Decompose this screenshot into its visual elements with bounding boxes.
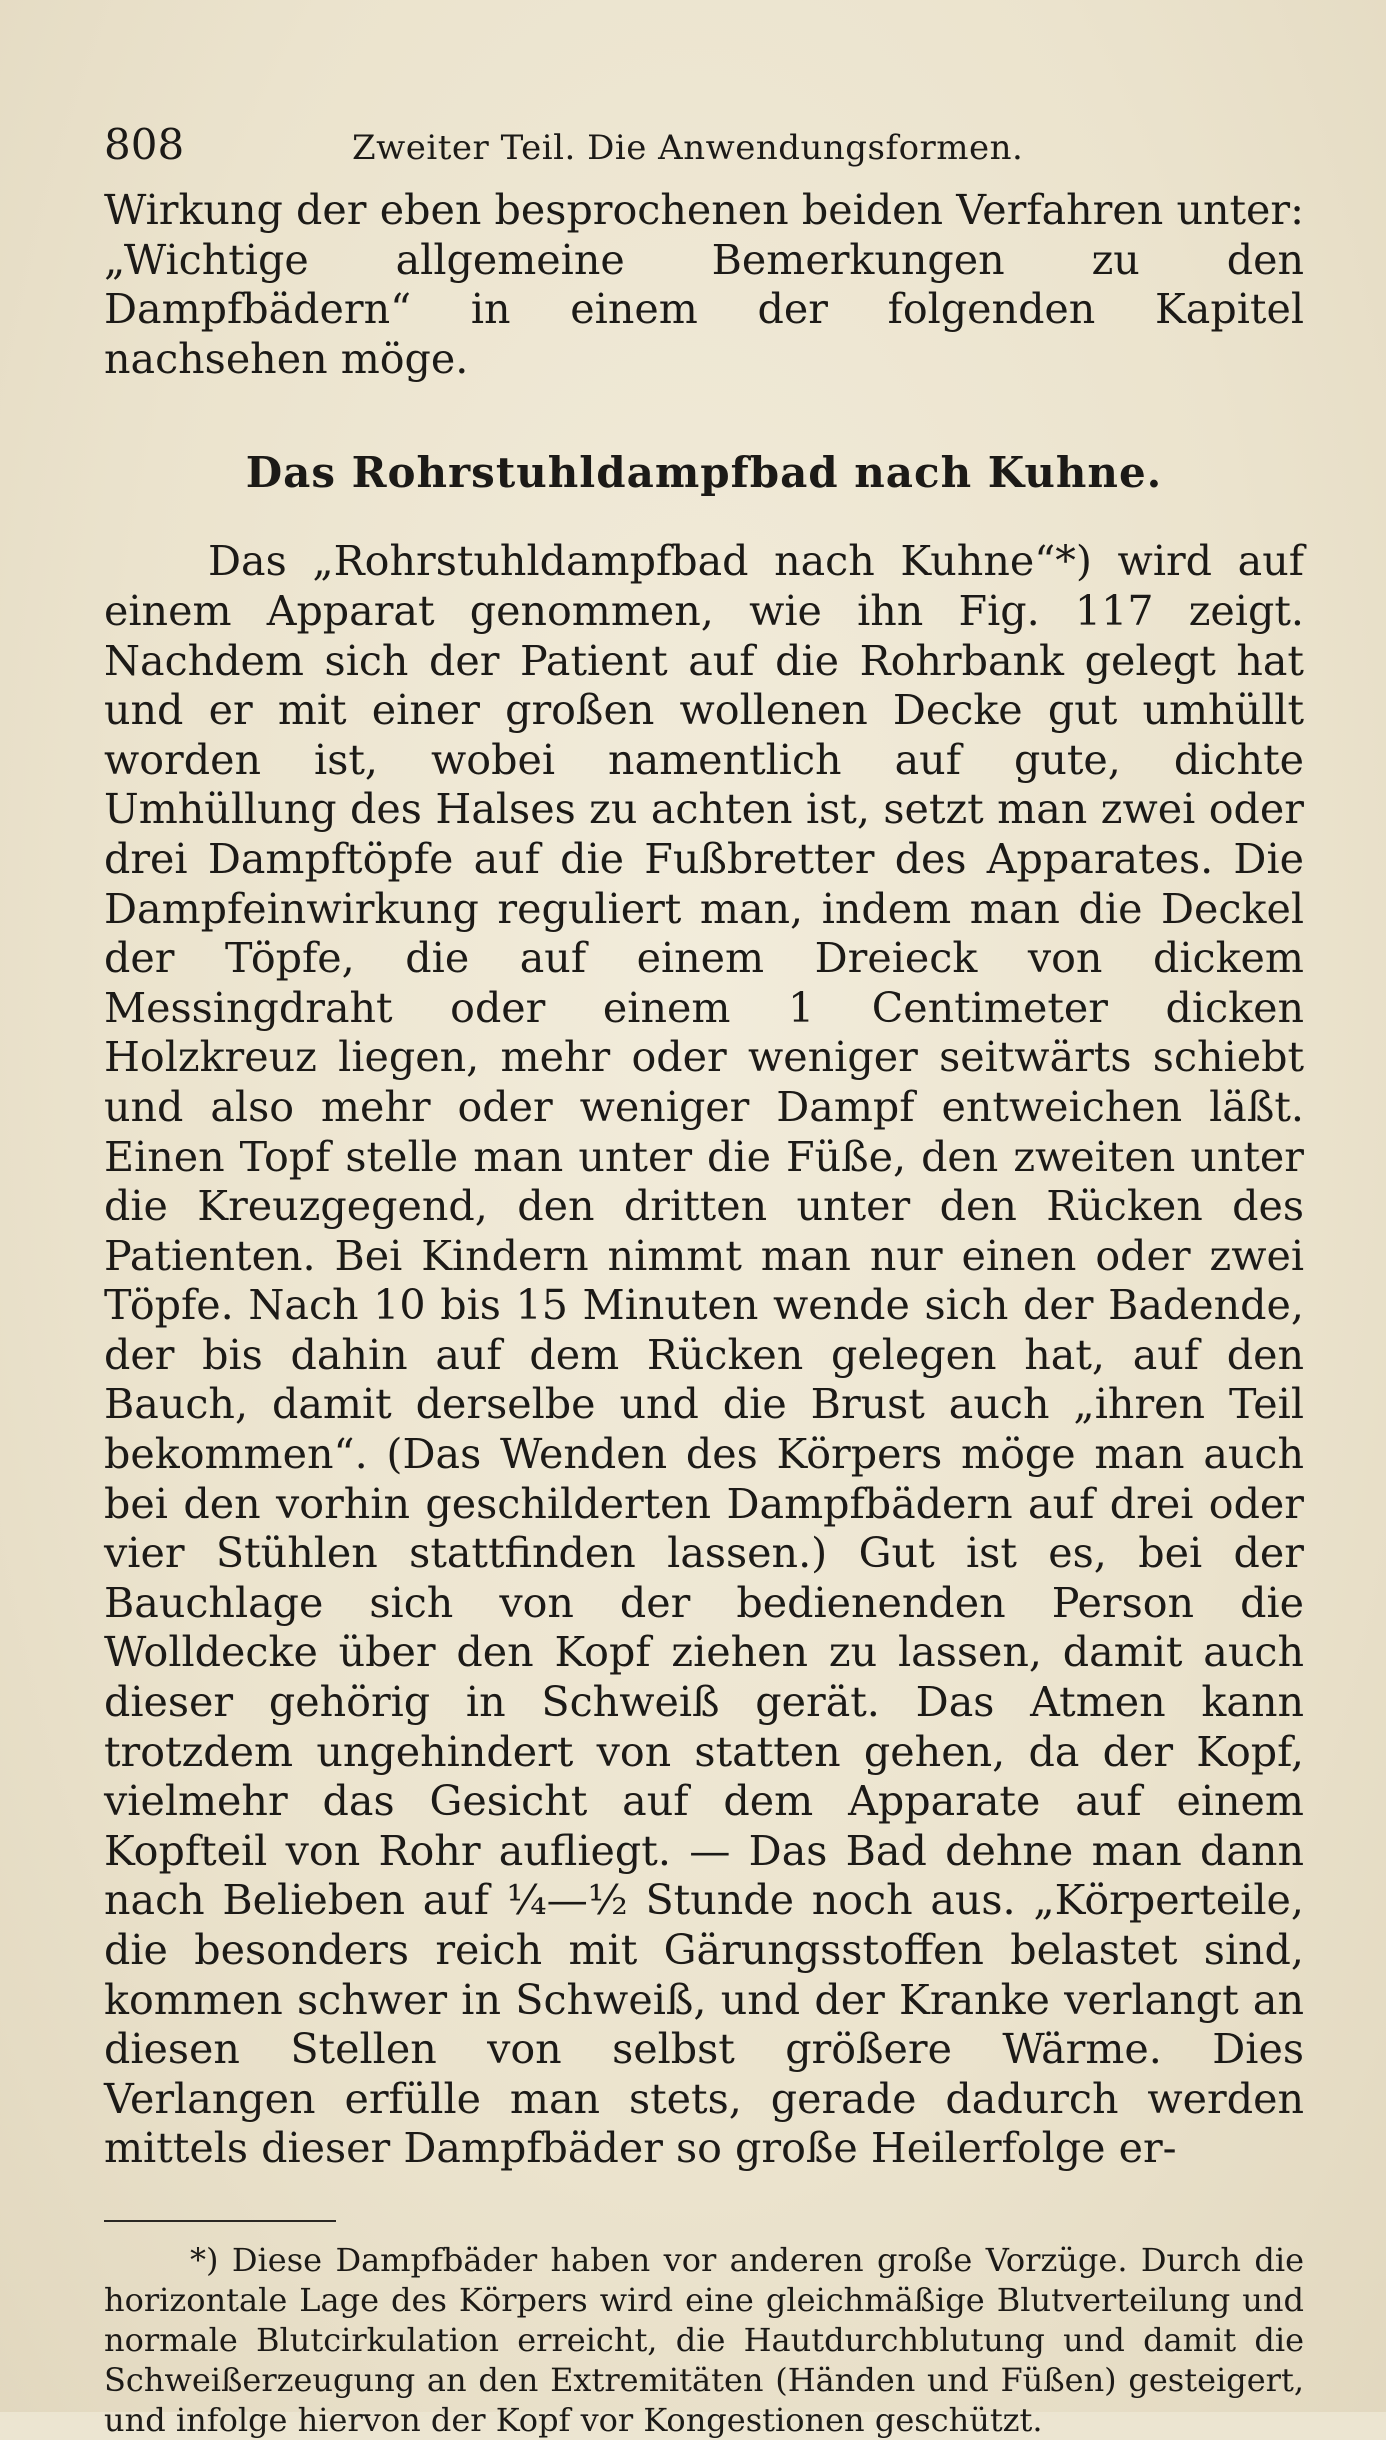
page-content — [104, 120, 1304, 2440]
main-paragraph: Das „Rohrstuhldampfbad nach Kuhne“*) wird auf einem Apparat genommen, wie ihn Fig. 117 zeigt. Nachdem sich der Patient auf die Rohrbank gelegt hat und er mit einer großen wollenen Decke gut umhüllt worden ist, wobei namentlich auf gute, dichte Umhüllung des Halses zu achten ist, setzt man zwei oder drei Dampftöpfe auf die Fußbretter des Apparates. Die Dampfeinwirkung reguliert man, indem man die Deckel der Töpfe, die auf einem Dreieck von dickem Messingdraht oder einem 1 Centimeter dicken Holzkreuz liegen, mehr oder weniger seitwärts schiebt und also mehr oder weniger Dampf entweichen läßt. Einen Topf stelle man unter die Füße, den zweiten unter die Kreuzgegend, den dritten unter den Rücken des Patienten. Bei Kindern nimmt man nur einen oder zwei Töpfe. Nach 10 bis 15 Minuten wende sich der Badende, der bis dahin auf dem Rücken gelegen hat, auf den Bauch, damit derselbe und die Brust auch „ihren Teil bekommen“. (Das Wenden des Körpers möge man auch bei den vorhin geschilderten Dampfbädern auf drei oder vier Stühlen stattfinden lassen.) Gut ist es, bei der Bauchlage sich von der bedienenden Person die Wolldecke über den Kopf ziehen zu lassen, damit auch dieser gehörig in Schweiß gerät. Das Atmen kann trotzdem ungehindert von statten gehen, da der Kopf, vielmehr das Gesicht auf dem Apparate auf einem Kopfteil von Rohr aufliegt. — Das Bad dehne man dann nach Belieben auf ¼—½ Stunde noch aus. „Körperteile, die besonders reich mit Gärungsstoffen belastet sind, kommen schwer in Schweiß, und der Kranke verlangt an diesen Stellen von selbst größere Wärme. Dies Verlangen erfülle man stets, gerade dadurch werden mittels dieser Dampfbäder so große Heilerfolge er- — [104, 537, 1304, 2173]
footnote-text: Diese Dampfbäder haben vor anderen große Vorzüge. Durch die horizontale Lage des Körpers wird eine gleichmäßige Blutverteilung und normale Blutcirkulation erreicht, die Hautdurchblutung und damit die Schweißerzeugung an den Extremitäten (Händen und Füßen) gesteigert, und infolge hiervon der Kopf vor Kongestionen geschützt. — [104, 2240, 1305, 2439]
footnote-marker: *) — [190, 2240, 219, 2279]
running-title: Zweiter Teil. Die Anwendungsformen. — [352, 128, 1024, 168]
intro-paragraph: Wirkung der eben besprochenen beiden Verfahren unter: „Wichtige allgemeine Bemerkungen zu den Dampfbädern“ in einem der folgenden Kapitel nachsehen möge. — [104, 186, 1304, 383]
section-heading: Das Rohrstuhldampfbad nach Kuhne. — [245, 448, 1163, 498]
footnote — [104, 2240, 1304, 2440]
page-header — [104, 120, 1304, 180]
page-number: 808 — [104, 120, 185, 169]
footnote-divider — [104, 2220, 336, 2222]
